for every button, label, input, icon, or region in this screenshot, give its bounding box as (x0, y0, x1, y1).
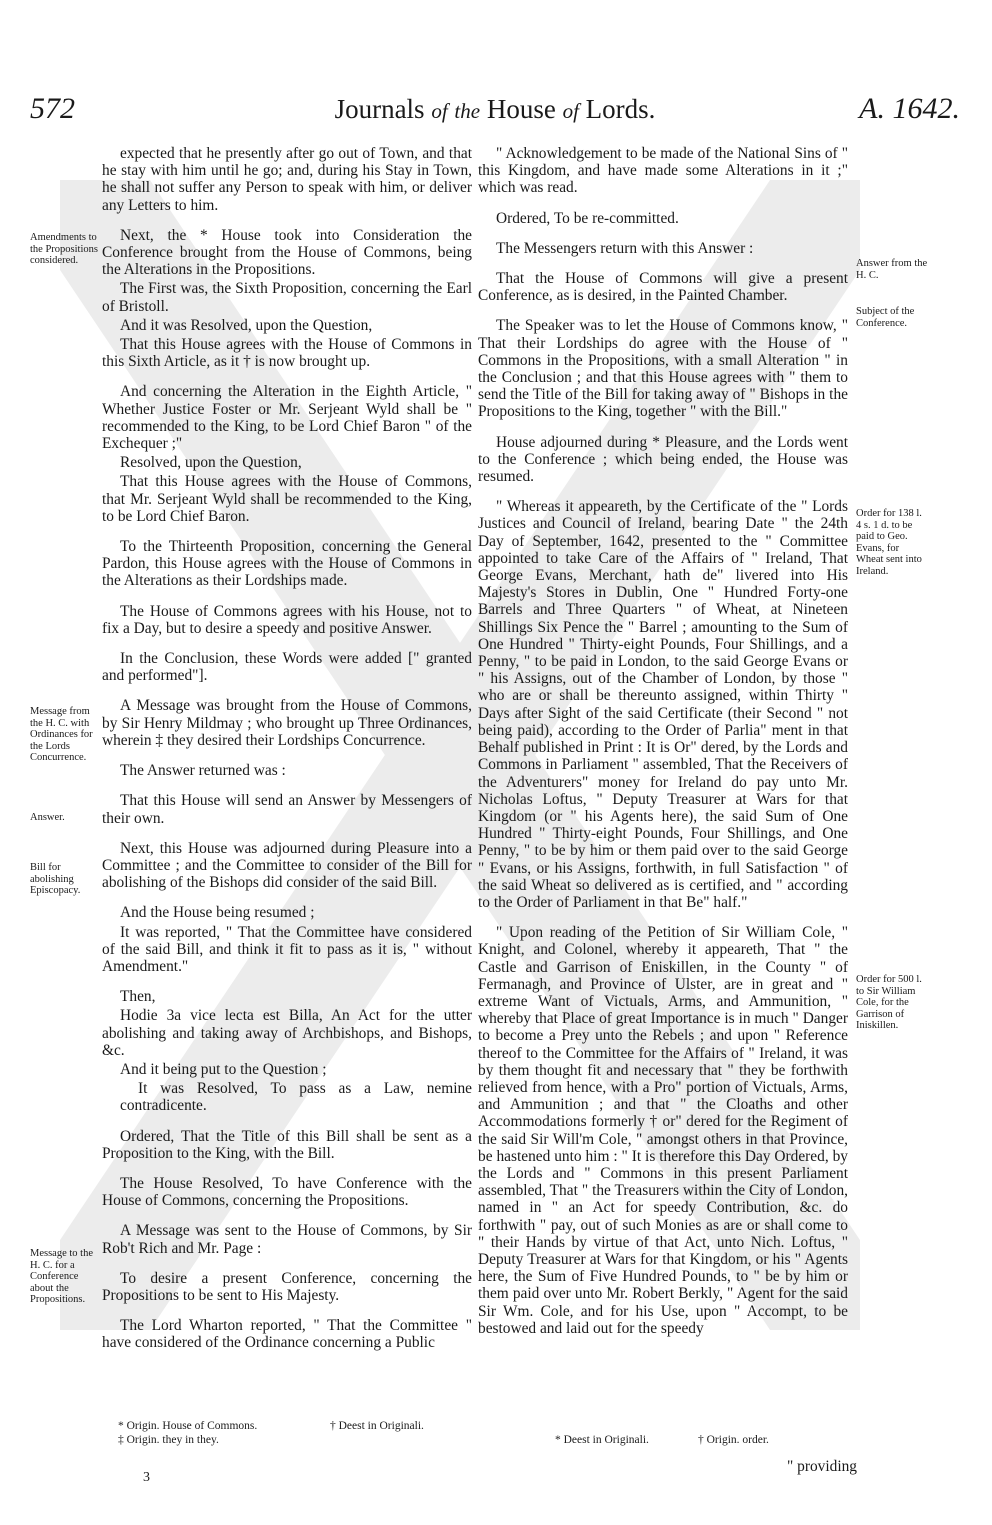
paragraph: The Speaker was to let the House of Commons know, " That their Lordships do agree with the House of " Commons in the Propositions, with a small Alteration " in the Conclusion ; and that this House agrees with " them to send the Title of the Bill for taking away of " Bishops in the Propositions to the King, together " with the Bill." (478, 317, 848, 421)
paragraph: Ordered, To be re-committed. (496, 209, 679, 227)
paragraph: Next, the * House took into Consideration the Conference brought from the House of Commons, being the Alterations in the Propositions. (102, 226, 472, 279)
paragraph: House adjourned during * Pleasure, and the Lords went to the Conference ; which being ended, the House was resumed. (478, 433, 848, 486)
title-journals: Journals (334, 94, 425, 124)
margin-note: Order for 138 l. 4 s. 1 d. to be paid to Geo. Evans, for Wheat sent into Ireland. (856, 508, 922, 577)
paragraph: The House Resolved, To have Conference with the House of Commons, concerning the Propositions. (102, 1174, 472, 1210)
paragraph: In the Conclusion, these Words were added [" granted and performed"]. (102, 650, 472, 685)
paragraph: The First was, the Sixth Proposition, concerning the Earl of Bristoll. (102, 280, 472, 315)
catchword: " providing (787, 1458, 857, 1475)
left-column (102, 145, 472, 1365)
paragraph: Resolved, upon the Question, (120, 454, 302, 472)
footnote: * Deest in Originali. (555, 1434, 649, 1446)
paragraph: It was reported, " That the Committee have considered of the said Bill, and think it fit to pass as it is, " without Amendment." (102, 923, 472, 975)
margin-note: Message to the H. C. for a Conference about the Propositions. (30, 1248, 93, 1305)
paragraph: And concerning the Alteration in the Eighth Article, " Whether Justice Foster or Mr. Serjeant Wyld shall be " recommended to the King, to be Lord Chief Baron " of the Exchequer ;" (102, 383, 472, 453)
running-title (30, 94, 960, 125)
margin-note: Message from the H. C. with Ordinances for the Lords Concurrence. (30, 706, 93, 763)
title-of: of (431, 99, 448, 123)
year-heading: A. 1642. (859, 92, 960, 125)
paragraph: It was Resolved, To pass as a Law, nemine contradicente. (120, 1080, 472, 1115)
margin-note: Amendments to the Propositions considered. (30, 232, 98, 266)
paragraph: To the Thirteenth Proposition, concerning the General Pardon, this House agrees with the House of Commons in the Alterations as their Lordships made. (102, 538, 472, 590)
signature-mark: 3 (143, 1470, 150, 1485)
paragraph: That this House agrees with the House of Commons, that Mr. Serjeant Wyld shall be recommended to the King, to be Lord Chief Baron. (102, 473, 472, 525)
paragraph: That the House of Commons will give a present Conference, as is desired, in the Painted Chamber. (478, 270, 848, 305)
footnote: * Origin. House of Commons. (118, 1420, 258, 1432)
margin-note: Order for 500 l. to Sir William Cole, for the Garrison of Iniskillen. (856, 974, 922, 1031)
paragraph: expected that he presently after go out of Town, and that he stay with him until he go; and, during his Stay in Town, he shall not suffer any Person to speak with him, or deliver any Letters to him. (102, 145, 472, 214)
paragraph: Ordered, That the Title of this Bill shall be sent as a Proposition to the King, with the Bill. (102, 1127, 472, 1162)
paragraph: The Lord Wharton reported, " That the Committee " have considered of the Ordinance concerning a Public (102, 1317, 472, 1352)
right-column (478, 145, 848, 1350)
page-number: 572 (30, 92, 75, 125)
margin-note: Subject of the Conference. (856, 306, 915, 329)
margin-note: Answer from the H. C. (856, 258, 928, 281)
paragraph: That this House will send an Answer by Messengers of their own. (102, 792, 472, 827)
paragraph: The House of Commons agrees with his House, not to fix a Day, but to desire a speedy and positive Answer. (102, 602, 472, 637)
paragraph: Then, (120, 988, 156, 1006)
title-lords: Lords. (585, 94, 656, 124)
paragraph: Hodie 3a vice lecta est Billa, An Act for the utter abolishing and taking away of Archbishops, and Bishops, &c. (102, 1007, 472, 1059)
page-header (30, 92, 960, 140)
footnote: † Origin. order. (698, 1434, 769, 1446)
paragraph: And it being put to the Question ; (120, 1060, 327, 1078)
paragraph: " Upon reading of the Petition of Sir William Cole, " Knight, and Colonel, whereby it appeareth, That " the Castle and Garrison of Eniskillen, in the County " of Fermanagh, and Province of Ulster, are in great and " extreme Want of Victuals, Arms, and Ammunition, " whereby that Place of great Importance is in much " Danger to become a Prey unto the Rebels ; and upon " Reference thereof to the Committee for the Affairs of " Ireland, it was by them thought fit and necessary that " they be forthwith relieved from hence, with a Pro" portion of Victuals, Arms, and Ammunition ; and that " the Cloaths and other Accommodations formerly † or" dered for the Regiment of the said Sir Will'm Cole, " amongst others in that Province, be hastened unto him : " It is therefore this Day Ordered, by the Lords and " Commons in this present Parliament assembled, That " the Treasurers within the City of London, named in " an Act for speedy Contribution, &c. do forthwith " pay, out of such Monies as are or shall come to " their Hands by virtue of that Act, unto Nich. Loftus, " Deputy Treasurer at Wars for that Kingdom, or his " Agents here, the Sum of Five Hundred Pounds, to " be by him or them paid over unto Mr. Robert Berkly, " Agent for the said Sir Wm. Cole, and for his Use, upon " Accompt, to be bestowed and laid out for the speedy (478, 924, 848, 1337)
paragraph: Next, this House was adjourned during Pleasure into a Committee ; and the Committee to consider of the Bill for abolishing of the Bishops did consider of the said Bill. (102, 839, 472, 892)
footnote: † Deest in Originali. (330, 1420, 424, 1432)
title-the: the (454, 99, 481, 123)
paragraph: And the House being resumed ; (120, 904, 315, 922)
footnote: ‡ Origin. they in they. (118, 1434, 219, 1446)
paragraph: The Messengers return with this Answer : (496, 239, 754, 257)
paragraph: To desire a present Conference, concerning the Propositions to be sent to His Majesty. (102, 1269, 472, 1304)
margin-note: Bill for abolishing Episcopacy. (30, 862, 81, 896)
title-of-2: of (562, 99, 579, 123)
margin-note: Answer. (30, 812, 65, 823)
paragraph: That this House agrees with the House of Commons in this Sixth Article, as it † is now brought up. (102, 336, 472, 371)
paragraph: " Whereas it appeareth, by the Certificate of the " Lords Justices and Council of Ireland, bearing Date " the 24th Day of September, 1642, presented to the " Committee appointed to take Care of the Affairs of " Ireland, That George Evans, Merchant, hath de" livered into His Majesty's Stores in Dublin, One " Hundred Forty-one Barrels and Three Quarters " of Wheat, at Nineteen Shillings Six Pence the " Barrel ; amounting to the Sum of One Hundred " Thirty-eight Pounds, Four Shillings, and a Penny, " to be paid in London, to the said George Evans or " his Assigns, out of the Chamber of London, by those " who are or shall be thereunto assigned, within Thirty " Days after Sight of the said Certificate (their Second " not being paid), according to the Order of Parlia" ment in that Behalf published in Print : It is Or" dered, by the Lords and Commons in Parliament " assembled, That the Receivers of the Adventurers" money for Ireland do pay unto Mr. Nicholas Loftus, " Deputy Treasurer at Wars for that Kingdom (or " his Agents here), the said Sum of One Hundred " Thirty-eight Pounds, Four Shillings, and One Penny, " to be by him or them paid over to the said George " Evans, or his Assigns, forthwith, in full Satisfaction " of the said Wheat so delivered as is certified, and " according to the Order of Parliament in that Be" half." (478, 498, 848, 911)
paragraph: And it was Resolved, upon the Question, (120, 316, 373, 334)
paragraph: The Answer returned was : (120, 762, 286, 780)
paragraph: A Message was sent to the House of Commons, by Sir Rob't Rich and Mr. Page : (102, 1222, 472, 1257)
paragraph: A Message was brought from the House of Commons, by Sir Henry Mildmay ; who brought up Three Ordinances, wherein ‡ they desired their Lordships Concurrence. (102, 697, 472, 749)
title-house: House (486, 94, 556, 124)
paragraph: " Acknowledgement to be made of the National Sins of " this Kingdom, and have made some Alterations in it ;" which was read. (478, 145, 848, 197)
